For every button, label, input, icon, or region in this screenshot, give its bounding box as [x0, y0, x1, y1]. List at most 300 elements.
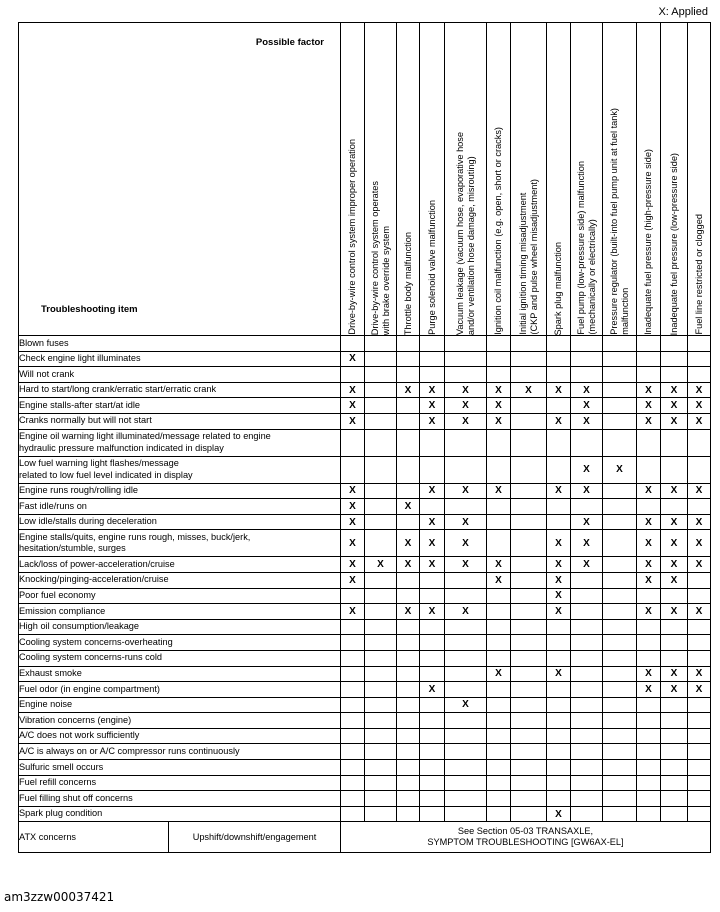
applied-mark-cell: X — [397, 382, 420, 398]
applied-mark-cell — [397, 744, 420, 760]
applied-mark-cell — [487, 530, 511, 557]
applied-mark-cell — [688, 775, 711, 791]
reference-text: SYMPTOM TROUBLESHOOTING [GW6AX-EL] — [427, 837, 624, 848]
applied-mark-cell — [571, 650, 603, 666]
applied-mark-cell: X — [420, 413, 445, 429]
applied-mark-cell — [511, 530, 547, 557]
item-text: Engine runs rough/rolling idle — [19, 485, 139, 496]
factor-header-2 — [397, 23, 420, 336]
applied-mark-cell: X — [487, 483, 511, 499]
table-row — [19, 483, 711, 499]
applied-mark-cell: X — [571, 382, 603, 398]
applied-mark-cell — [365, 382, 397, 398]
factor-label-line: Fuel line restricted or clogged — [693, 214, 704, 335]
applied-mark-cell — [365, 514, 397, 530]
applied-mark-cell: X — [397, 557, 420, 573]
applied-mark-cell — [603, 713, 637, 729]
applied-mark-cell — [637, 713, 661, 729]
applied-mark-cell — [637, 760, 661, 776]
item-text: Blown fuses — [19, 337, 69, 348]
legend-applied: X: Applied — [658, 6, 708, 18]
applied-mark-cell — [420, 367, 445, 383]
table-row — [19, 456, 711, 483]
applied-mark-cell: X — [661, 666, 688, 682]
applied-mark-cell — [397, 791, 420, 807]
factor-label-line: (CKP and pulse wheel misadjustment) — [528, 179, 539, 335]
applied-mark-cell — [341, 775, 365, 791]
table-row — [19, 791, 711, 807]
applied-mark-cell: X — [341, 382, 365, 398]
item-text: Vibration concerns (engine) — [19, 714, 132, 725]
applied-mark-cell — [365, 666, 397, 682]
applied-mark-cell: X — [571, 483, 603, 499]
applied-mark-cell: X — [688, 398, 711, 414]
applied-mark-cell — [397, 429, 420, 456]
applied-mark-cell: X — [511, 382, 547, 398]
factor-label — [368, 175, 394, 335]
applied-mark-cell — [661, 336, 688, 352]
applied-mark-cell — [511, 775, 547, 791]
applied-mark-cell — [397, 588, 420, 604]
applied-mark-cell — [487, 588, 511, 604]
applied-mark-cell — [637, 806, 661, 822]
applied-mark-cell — [445, 760, 487, 776]
applied-mark-cell — [341, 650, 365, 666]
item-text: Low fuel warning light flashes/message — [19, 457, 179, 468]
applied-mark-cell: X — [487, 557, 511, 573]
applied-mark-cell — [445, 728, 487, 744]
applied-mark-cell — [487, 682, 511, 698]
applied-mark-cell — [603, 557, 637, 573]
applied-mark-cell: X — [571, 398, 603, 414]
applied-mark-cell — [397, 682, 420, 698]
troubleshooting-item-cell — [19, 604, 341, 620]
applied-mark-cell: X — [603, 456, 637, 483]
applied-mark-cell — [547, 728, 571, 744]
applied-mark-cell — [397, 806, 420, 822]
table-row — [19, 728, 711, 744]
applied-mark-cell — [547, 744, 571, 760]
applied-mark-cell — [603, 775, 637, 791]
applied-mark-cell — [661, 635, 688, 651]
applied-mark-cell — [637, 744, 661, 760]
applied-mark-cell — [445, 351, 487, 367]
applied-mark-cell — [571, 336, 603, 352]
applied-mark-cell — [365, 775, 397, 791]
applied-mark-cell — [487, 499, 511, 515]
applied-mark-cell — [571, 619, 603, 635]
applied-mark-cell — [637, 367, 661, 383]
troubleshooting-item-label: Troubleshooting item — [41, 304, 138, 315]
applied-mark-cell: X — [571, 456, 603, 483]
applied-mark-cell — [365, 760, 397, 776]
applied-mark-cell — [365, 635, 397, 651]
table-row — [19, 713, 711, 729]
applied-mark-cell — [603, 413, 637, 429]
applied-mark-cell — [547, 429, 571, 456]
applied-mark-cell — [637, 336, 661, 352]
applied-mark-cell — [688, 499, 711, 515]
item-text: Fuel filling shut off concerns — [19, 792, 133, 803]
atx-row — [19, 822, 711, 853]
applied-mark-cell: X — [341, 604, 365, 620]
applied-mark-cell — [445, 367, 487, 383]
applied-mark-cell: X — [341, 530, 365, 557]
applied-mark-cell — [445, 635, 487, 651]
applied-mark-cell: X — [637, 682, 661, 698]
applied-mark-cell — [637, 499, 661, 515]
applied-mark-cell — [603, 588, 637, 604]
applied-mark-cell: X — [341, 483, 365, 499]
applied-mark-cell: X — [445, 398, 487, 414]
applied-mark-cell — [445, 456, 487, 483]
applied-mark-cell — [637, 650, 661, 666]
applied-mark-cell — [603, 336, 637, 352]
applied-mark-cell — [365, 697, 397, 713]
applied-mark-cell — [603, 791, 637, 807]
applied-mark-cell — [637, 456, 661, 483]
applied-mark-cell — [365, 682, 397, 698]
applied-mark-cell — [365, 530, 397, 557]
applied-mark-cell — [571, 713, 603, 729]
applied-mark-cell: X — [547, 413, 571, 429]
factor-label-line: Ignition coil malfunction (e.g. open, short or cracks) — [493, 127, 503, 335]
applied-mark-cell — [365, 588, 397, 604]
applied-mark-cell: X — [661, 530, 688, 557]
applied-mark-cell — [547, 697, 571, 713]
factor-label-line: malfunction — [619, 288, 630, 335]
factor-label — [607, 102, 633, 335]
applied-mark-cell — [571, 806, 603, 822]
applied-mark-cell: X — [688, 666, 711, 682]
applied-mark-cell — [341, 760, 365, 776]
item-text: Low idle/stalls during deceleration — [19, 516, 157, 527]
applied-mark-cell: X — [688, 413, 711, 429]
corner-header-cell — [19, 23, 341, 336]
table-row — [19, 351, 711, 367]
applied-mark-cell: X — [420, 530, 445, 557]
applied-mark-cell — [547, 775, 571, 791]
possible-factor-label: Possible factor — [255, 37, 324, 48]
table-row — [19, 382, 711, 398]
applied-mark-cell — [341, 336, 365, 352]
factor-label — [516, 173, 542, 335]
factor-label-line: Spark plug malfunction — [553, 241, 563, 335]
applied-mark-cell — [420, 650, 445, 666]
applied-mark-cell — [661, 728, 688, 744]
applied-mark-cell — [487, 697, 511, 713]
table-row — [19, 572, 711, 588]
applied-mark-cell: X — [487, 666, 511, 682]
applied-mark-cell — [603, 697, 637, 713]
applied-mark-cell — [420, 760, 445, 776]
factor-label-line: Purge solenoid valve malfunction — [426, 200, 437, 335]
item-text: Check engine light illuminates — [19, 353, 141, 364]
applied-mark-cell — [661, 760, 688, 776]
table-row — [19, 530, 711, 557]
applied-mark-cell — [603, 514, 637, 530]
applied-mark-cell — [397, 713, 420, 729]
applied-mark-cell: X — [637, 530, 661, 557]
applied-mark-cell: X — [445, 514, 487, 530]
applied-mark-cell — [511, 413, 547, 429]
applied-mark-cell: X — [688, 382, 711, 398]
applied-mark-cell — [511, 499, 547, 515]
applied-mark-cell — [511, 635, 547, 651]
troubleshooting-item-cell — [19, 666, 341, 682]
applied-mark-cell — [511, 572, 547, 588]
applied-mark-cell: X — [637, 666, 661, 682]
factor-header-6 — [511, 23, 547, 336]
factor-label — [574, 155, 600, 335]
applied-mark-cell — [571, 791, 603, 807]
applied-mark-cell — [547, 336, 571, 352]
applied-mark-cell — [511, 650, 547, 666]
applied-mark-cell — [547, 619, 571, 635]
applied-mark-cell — [603, 483, 637, 499]
applied-mark-cell — [603, 351, 637, 367]
troubleshooting-table — [18, 22, 711, 853]
applied-mark-cell — [511, 666, 547, 682]
item-text: Spark plug condition — [19, 808, 103, 819]
item-text: Cooling system concerns-runs cold — [19, 652, 162, 663]
applied-mark-cell: X — [637, 557, 661, 573]
applied-mark-cell: X — [420, 604, 445, 620]
troubleshooting-item-cell — [19, 572, 341, 588]
applied-mark-cell — [547, 398, 571, 414]
applied-mark-cell — [688, 806, 711, 822]
factor-header-4 — [445, 23, 487, 336]
applied-mark-cell — [487, 514, 511, 530]
factor-label — [692, 208, 707, 335]
applied-mark-cell — [397, 666, 420, 682]
applied-mark-cell — [688, 760, 711, 776]
applied-mark-cell — [397, 635, 420, 651]
applied-mark-cell: X — [341, 413, 365, 429]
applied-mark-cell — [445, 499, 487, 515]
troubleshooting-item-cell — [19, 336, 341, 352]
applied-mark-cell — [397, 456, 420, 483]
item-text: hydraulic pressure malfunction indicated in display — [19, 442, 224, 453]
item-text: Lack/loss of power-acceleration/cruise — [19, 558, 175, 569]
factor-label — [641, 143, 656, 335]
applied-mark-cell — [487, 367, 511, 383]
troubleshooting-item-cell — [19, 367, 341, 383]
applied-mark-cell — [397, 572, 420, 588]
applied-mark-cell — [487, 336, 511, 352]
applied-mark-cell — [511, 557, 547, 573]
applied-mark-cell — [397, 775, 420, 791]
applied-mark-cell — [487, 650, 511, 666]
applied-mark-cell — [487, 760, 511, 776]
applied-mark-cell — [688, 351, 711, 367]
item-text: Knocking/pinging-acceleration/cruise — [19, 574, 169, 585]
applied-mark-cell — [397, 650, 420, 666]
applied-mark-cell: X — [571, 530, 603, 557]
applied-mark-cell — [661, 429, 688, 456]
applied-mark-cell — [420, 744, 445, 760]
applied-mark-cell — [341, 682, 365, 698]
applied-mark-cell — [603, 682, 637, 698]
applied-mark-cell — [397, 367, 420, 383]
applied-mark-cell — [511, 456, 547, 483]
applied-mark-cell — [637, 429, 661, 456]
applied-mark-cell — [365, 728, 397, 744]
factor-label — [491, 121, 506, 335]
table-row — [19, 336, 711, 352]
applied-mark-cell — [420, 572, 445, 588]
applied-mark-cell: X — [420, 483, 445, 499]
applied-mark-cell — [487, 635, 511, 651]
troubleshooting-item-cell — [19, 697, 341, 713]
troubleshooting-item-cell — [19, 499, 341, 515]
applied-mark-cell — [420, 456, 445, 483]
applied-mark-cell — [688, 635, 711, 651]
applied-mark-cell — [661, 775, 688, 791]
factor-label — [551, 236, 566, 335]
applied-mark-cell — [603, 760, 637, 776]
factor-label-line: Throttle body malfunction — [402, 231, 413, 335]
applied-mark-cell — [547, 650, 571, 666]
applied-mark-cell — [571, 367, 603, 383]
applied-mark-cell — [420, 728, 445, 744]
applied-mark-cell: X — [445, 530, 487, 557]
applied-mark-cell: X — [420, 382, 445, 398]
applied-mark-cell — [661, 456, 688, 483]
applied-mark-cell — [571, 666, 603, 682]
applied-mark-cell — [487, 744, 511, 760]
item-text: A/C does not work sufficiently — [19, 730, 140, 741]
table-row — [19, 557, 711, 573]
applied-mark-cell — [661, 650, 688, 666]
applied-mark-cell — [661, 367, 688, 383]
table-row — [19, 499, 711, 515]
applied-mark-cell — [688, 697, 711, 713]
applied-mark-cell — [420, 806, 445, 822]
applied-mark-cell — [365, 413, 397, 429]
applied-mark-cell: X — [688, 682, 711, 698]
applied-mark-cell — [571, 499, 603, 515]
applied-mark-cell — [571, 572, 603, 588]
applied-mark-cell — [603, 744, 637, 760]
table-row — [19, 650, 711, 666]
table-row — [19, 760, 711, 776]
applied-mark-cell — [341, 635, 365, 651]
applied-mark-cell — [688, 336, 711, 352]
applied-mark-cell: X — [420, 557, 445, 573]
applied-mark-cell — [511, 367, 547, 383]
applied-mark-cell: X — [571, 413, 603, 429]
applied-mark-cell: X — [397, 604, 420, 620]
applied-mark-cell — [688, 713, 711, 729]
applied-mark-cell: X — [688, 483, 711, 499]
applied-mark-cell: X — [341, 499, 365, 515]
applied-mark-cell — [603, 499, 637, 515]
applied-mark-cell — [341, 744, 365, 760]
atx-concerns-cell: ATX concerns — [19, 822, 169, 853]
factor-label-line: Vacuum leakage (vacuum hose, evaporative hose — [454, 131, 465, 335]
applied-mark-cell — [511, 791, 547, 807]
troubleshooting-item-cell — [19, 456, 341, 483]
troubleshooting-item-cell — [19, 588, 341, 604]
troubleshooting-item-cell — [19, 791, 341, 807]
item-text: Engine stalls-after start/at idle — [19, 399, 141, 410]
applied-mark-cell — [603, 429, 637, 456]
applied-mark-cell — [688, 619, 711, 635]
applied-mark-cell — [365, 650, 397, 666]
applied-mark-cell — [420, 635, 445, 651]
applied-mark-cell — [547, 499, 571, 515]
applied-mark-cell — [547, 760, 571, 776]
applied-mark-cell — [511, 398, 547, 414]
applied-mark-cell — [487, 806, 511, 822]
applied-mark-cell — [420, 588, 445, 604]
applied-mark-cell — [445, 336, 487, 352]
factor-label — [401, 226, 416, 335]
table-row — [19, 588, 711, 604]
applied-mark-cell — [661, 806, 688, 822]
item-text: Fuel odor (in engine compartment) — [19, 683, 160, 694]
applied-mark-cell: X — [637, 514, 661, 530]
applied-mark-cell — [397, 697, 420, 713]
factor-header-11 — [661, 23, 688, 336]
applied-mark-cell — [511, 697, 547, 713]
applied-mark-cell — [511, 604, 547, 620]
troubleshooting-item-cell — [19, 483, 341, 499]
applied-mark-cell: X — [547, 588, 571, 604]
applied-mark-cell — [445, 744, 487, 760]
applied-mark-cell — [547, 514, 571, 530]
applied-mark-cell — [341, 728, 365, 744]
table-row — [19, 398, 711, 414]
applied-mark-cell — [365, 572, 397, 588]
factor-label-line: Pressure regulator (built-into fuel pump unit at fuel tank) — [608, 108, 619, 335]
applied-mark-cell — [445, 775, 487, 791]
applied-mark-cell — [688, 588, 711, 604]
applied-mark-cell: X — [571, 557, 603, 573]
applied-mark-cell — [511, 713, 547, 729]
applied-mark-cell — [397, 413, 420, 429]
applied-mark-cell — [445, 682, 487, 698]
applied-mark-cell: X — [637, 382, 661, 398]
factor-header-12 — [688, 23, 711, 336]
applied-mark-cell — [511, 588, 547, 604]
applied-mark-cell: X — [547, 604, 571, 620]
applied-mark-cell — [661, 588, 688, 604]
header-row — [19, 23, 711, 336]
applied-mark-cell — [637, 728, 661, 744]
factor-label-line: Drive-by-wire control system improper operation — [347, 139, 357, 335]
applied-mark-cell — [637, 775, 661, 791]
applied-mark-cell: X — [445, 697, 487, 713]
applied-mark-cell — [688, 572, 711, 588]
applied-mark-cell: X — [397, 530, 420, 557]
item-text: related to low fuel level indicated in display — [19, 469, 193, 480]
applied-mark-cell — [571, 697, 603, 713]
applied-mark-cell — [661, 351, 688, 367]
item-text: hesitation/stumble, surges — [19, 543, 126, 554]
applied-mark-cell — [547, 456, 571, 483]
applied-mark-cell: X — [571, 514, 603, 530]
applied-mark-cell — [487, 775, 511, 791]
troubleshooting-item-cell — [19, 530, 341, 557]
applied-mark-cell: X — [688, 514, 711, 530]
applied-mark-cell — [445, 650, 487, 666]
item-text: A/C is always on or A/C compressor runs continuously — [19, 745, 240, 756]
applied-mark-cell — [661, 499, 688, 515]
applied-mark-cell — [420, 429, 445, 456]
item-text: Engine stalls/quits, engine runs rough, misses, buck/jerk, — [19, 531, 251, 542]
